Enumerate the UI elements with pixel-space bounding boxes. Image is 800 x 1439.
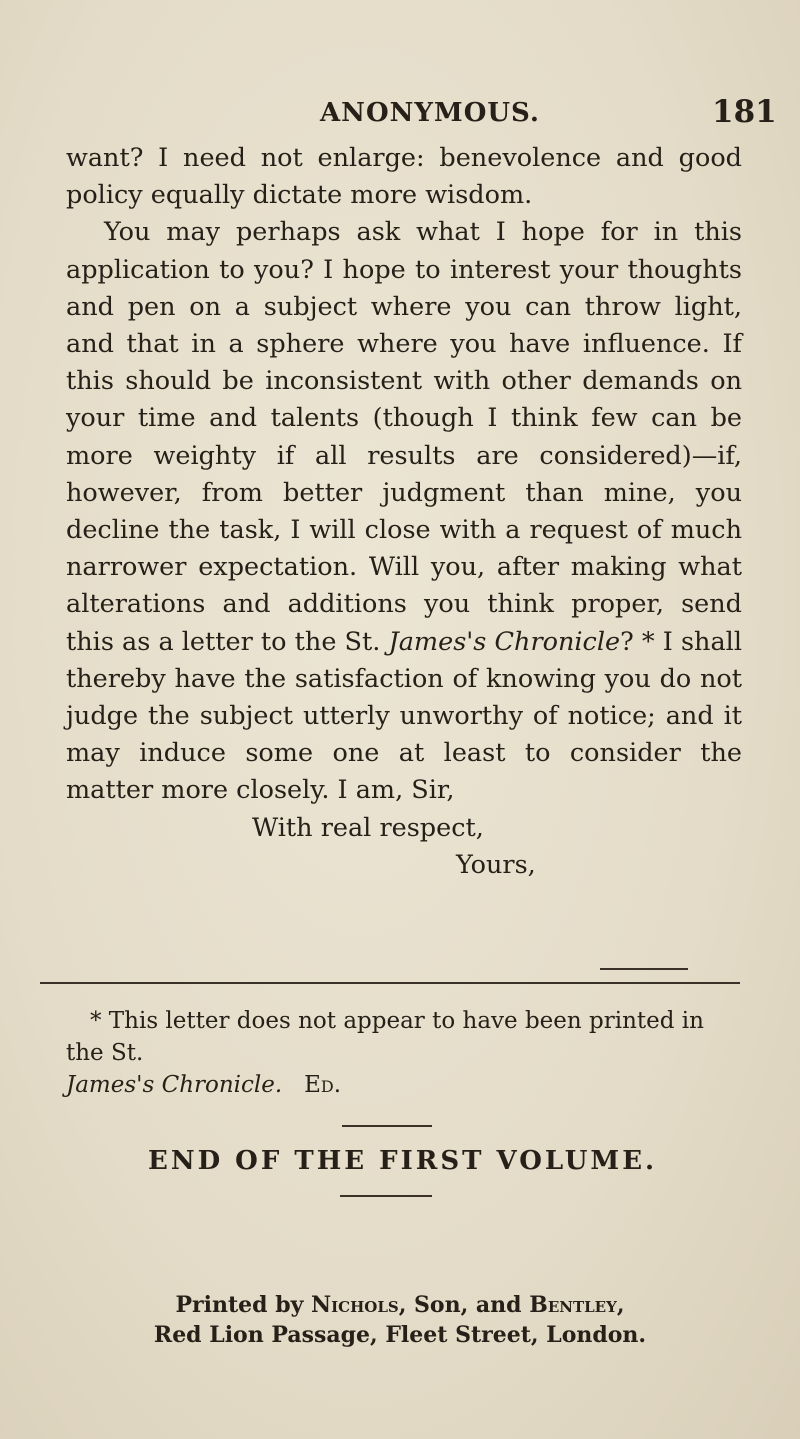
valediction: With real respect, bbox=[252, 812, 484, 843]
printer-nichols: Nichols bbox=[311, 1292, 399, 1318]
paragraph-2 bbox=[66, 214, 742, 809]
letter-body bbox=[66, 140, 742, 884]
footnote-line-1: * This letter does not appear to have been printed in the St. bbox=[66, 1008, 704, 1066]
imprint-line-1 bbox=[0, 1290, 800, 1320]
footnote bbox=[66, 1005, 746, 1101]
end-title: END OF THE FIRST VOLUME. bbox=[148, 1146, 658, 1176]
footnote-divider bbox=[40, 982, 740, 984]
printer-imprint bbox=[0, 1290, 800, 1350]
imprint-prefix: Printed by bbox=[175, 1292, 312, 1318]
paragraph-1: want? I need not enlarge: benevolence and good policy equally dictate more wisdom. bbox=[66, 143, 742, 211]
end-rule-bottom bbox=[340, 1195, 432, 1197]
imprint-middle: , Son, and bbox=[398, 1292, 530, 1318]
running-title: ANONYMOUS. bbox=[320, 98, 540, 128]
chronicle-title: James's Chronicle bbox=[388, 626, 621, 657]
imprint-suffix: , bbox=[616, 1292, 625, 1318]
footnote-line-2 bbox=[66, 1069, 746, 1101]
imprint-line-2: Red Lion Passage, Fleet Street, London. bbox=[153, 1322, 647, 1348]
end-rule-top bbox=[342, 1125, 432, 1127]
paragraph-2-part-1: You may perhaps ask what I hope for in this application to you? I hope to interest your thoughts and pen on a subject where you can throw light, and that in a sphere where you have influence. If this should be inconsistent with other demands on your time and talents (though I think few can be more weighty if all results are considered)—if, however, from better judgment than mine, you decline the task, I will close with a request of much narrower expectation. Will you, after making what alterations and additions you think proper, send this as a letter to the St. bbox=[66, 217, 742, 657]
signature-rule bbox=[600, 968, 688, 970]
page-header bbox=[0, 94, 800, 138]
signoff: Yours, bbox=[456, 849, 536, 880]
printer-bentley: Bentley bbox=[529, 1292, 617, 1318]
footnote-chronicle-title: James's Chronicle. bbox=[66, 1072, 283, 1098]
paragraph-2-part-2: ? * I shall thereby have the satisfaction of knowing you do not judge the subject utterly unworthy of notice; and it may induce some one at least to consider the matter more closely. I am, Sir, bbox=[66, 626, 742, 806]
page-number: 181 bbox=[712, 94, 777, 130]
editor-mark: Ed. bbox=[304, 1072, 342, 1098]
